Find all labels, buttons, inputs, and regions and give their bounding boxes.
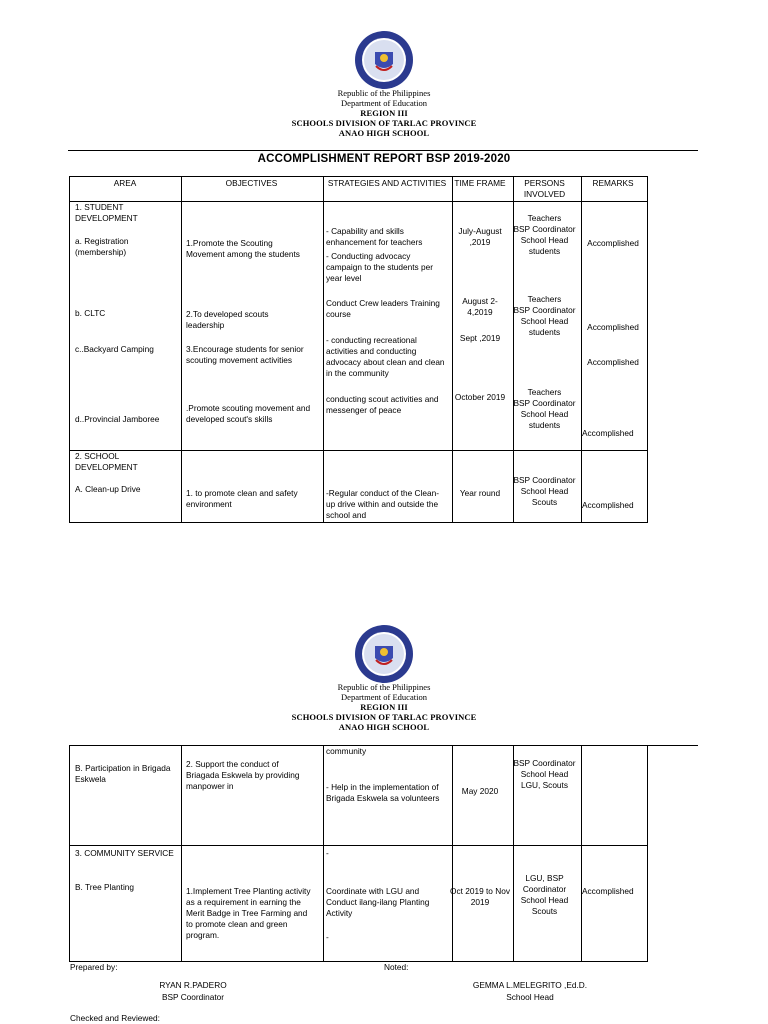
deped-seal-logo — [354, 30, 414, 90]
area-clean-up: A. Clean-up Drive — [75, 484, 141, 494]
signatory-role-2: School Head — [506, 992, 554, 1002]
col-header-strategies: STRATEGIES AND ACTIVITIES — [327, 178, 447, 188]
header-republic: Republic of the Philippines — [337, 88, 431, 98]
time-sept: Sept ,2019 — [459, 333, 501, 343]
noted-label: Noted: — [384, 962, 409, 972]
strategy-advocacy: - Conducting advocacy campaign to the students per year level — [326, 251, 434, 283]
strategy-crew-leaders: Conduct Crew leaders Training course — [326, 298, 440, 319]
header2-region: REGION III — [360, 702, 408, 712]
prepared-by-label: Prepared by: — [70, 962, 118, 972]
col-header-remarks: REMARKS — [592, 178, 634, 188]
time-oct-nov-2019: Oct 2019 to Nov 2019 — [450, 886, 510, 907]
time-year-round: Year round — [459, 488, 501, 498]
objective-1: 1.Promote the Scouting Movement among the students — [186, 238, 300, 259]
remarks-clean-up: Accomplished — [582, 500, 634, 510]
objective-clean-safety: 1. to promote clean and safety environment — [186, 488, 298, 509]
col-header-persons: PERSONS INVOLVED — [523, 178, 566, 199]
signatory-role-1: BSP Coordinator — [161, 992, 225, 1002]
checked-reviewed-label: Checked and Reviewed: — [70, 1013, 160, 1023]
col-header-time-frame: TIME FRAME — [454, 178, 506, 188]
area-registration: a. Registration (membership) — [75, 236, 129, 257]
remarks-jamboree: Accomplished — [582, 428, 634, 438]
remarks-cltc: Accomplished — [587, 322, 639, 332]
strategy-capability: - Capability and skills enhancement for teachers — [326, 226, 423, 247]
remarks-tree-planting: Accomplished — [582, 886, 634, 896]
area-provincial-jamboree: d..Provincial Jamboree — [75, 414, 160, 424]
signatory-name-2: GEMMA L.MELEGRITO ,Ed.D. — [472, 980, 588, 990]
persons-jamboree: Teachers BSP Coordinator School Head students — [513, 387, 576, 430]
area-backyard-camping: c..Backyard Camping — [75, 344, 154, 354]
objective-tree-planting: 1.Implement Tree Planting activity as a requirement in earning the Merit Badge in Tree Farming and to promote clean and green program. — [186, 886, 311, 940]
signatory-name-1: RYAN R.PADERO — [159, 980, 227, 990]
persons-tree-planting: LGU, BSP Coordinator School Head Scouts — [520, 873, 569, 916]
header-division: SCHOOLS DIVISION OF TARLAC PROVINCE — [291, 118, 477, 128]
time-may-2020: May 2020 — [461, 786, 499, 796]
strategy-recreational: - conducting recreational activities and conducting advocacy about clean and clean in the community — [326, 335, 445, 378]
persons-brigada: BSP Coordinator School Head LGU, Scouts — [513, 758, 576, 790]
header2-division: SCHOOLS DIVISION OF TARLAC PROVINCE — [291, 712, 477, 722]
header-school: ANAO HIGH SCHOOL — [338, 128, 430, 138]
persons-clean-up: BSP Coordinator School Head Scouts — [513, 475, 576, 507]
persons-cltc: Teachers BSP Coordinator School Head students — [513, 294, 576, 337]
deped-seal-logo-2 — [354, 624, 414, 684]
header-region: REGION III — [360, 108, 408, 118]
section-community-service: 3. COMMUNITY SERVICE — [75, 848, 174, 858]
objective-2: 2.To developed scouts leadership — [186, 309, 269, 330]
strategy-dash: - — [326, 848, 329, 858]
time-august: August 2-4,2019 — [462, 296, 498, 317]
objective-brigada: 2. Support the conduct of Briagada Eskwela by providing manpower in — [186, 759, 300, 791]
header2-department: Department of Education — [341, 692, 427, 702]
objective-4: .Promote scouting movement and developed scout's skills — [186, 403, 311, 424]
report-title: ACCOMPLISHMENT REPORT BSP 2019-2020 — [257, 153, 511, 165]
strategy-tree-planting: Coordinate with LGU and Conduct ilang-ilang Planting Activity — [326, 886, 430, 918]
header-department: Department of Education — [341, 98, 427, 108]
time-october: October 2019 — [454, 392, 506, 402]
persons-registration: Teachers BSP Coordinator School Head students — [513, 213, 576, 256]
time-july-august: July-August ,2019 — [458, 226, 502, 247]
col-header-area: AREA — [113, 178, 137, 188]
strategy-scout-activities: conducting scout activities and messenger of peace — [326, 394, 439, 415]
header-divider — [68, 150, 698, 151]
objective-3: 3.Encourage students for senior scouting movement activities — [186, 344, 304, 365]
strategy-community-cont: community — [326, 746, 367, 756]
header2-school: ANAO HIGH SCHOOL — [338, 722, 430, 732]
area-tree-planting: B. Tree Planting — [75, 882, 135, 892]
col-header-objectives: OBJECTIVES — [225, 178, 278, 188]
section-student-development: 1. STUDENT DEVELOPMENT — [75, 202, 138, 223]
remarks-registration: Accomplished — [587, 238, 639, 248]
section-school-development: 2. SCHOOL DEVELOPMENT — [75, 451, 138, 472]
header2-republic: Republic of the Philippines — [337, 682, 431, 692]
remarks-backyard: Accomplished — [587, 357, 639, 367]
strategy-brigada: - Help in the implementation of Brigada Eskwela sa volunteers — [326, 782, 440, 803]
area-brigada: B. Participation in Brigada Eskwela — [75, 763, 171, 784]
strategy-dash-2: - — [326, 932, 329, 942]
strategy-clean-up: -Regular conduct of the Clean-up drive within and outside the school and — [326, 488, 439, 520]
area-cltc: b. CLTC — [75, 308, 106, 318]
